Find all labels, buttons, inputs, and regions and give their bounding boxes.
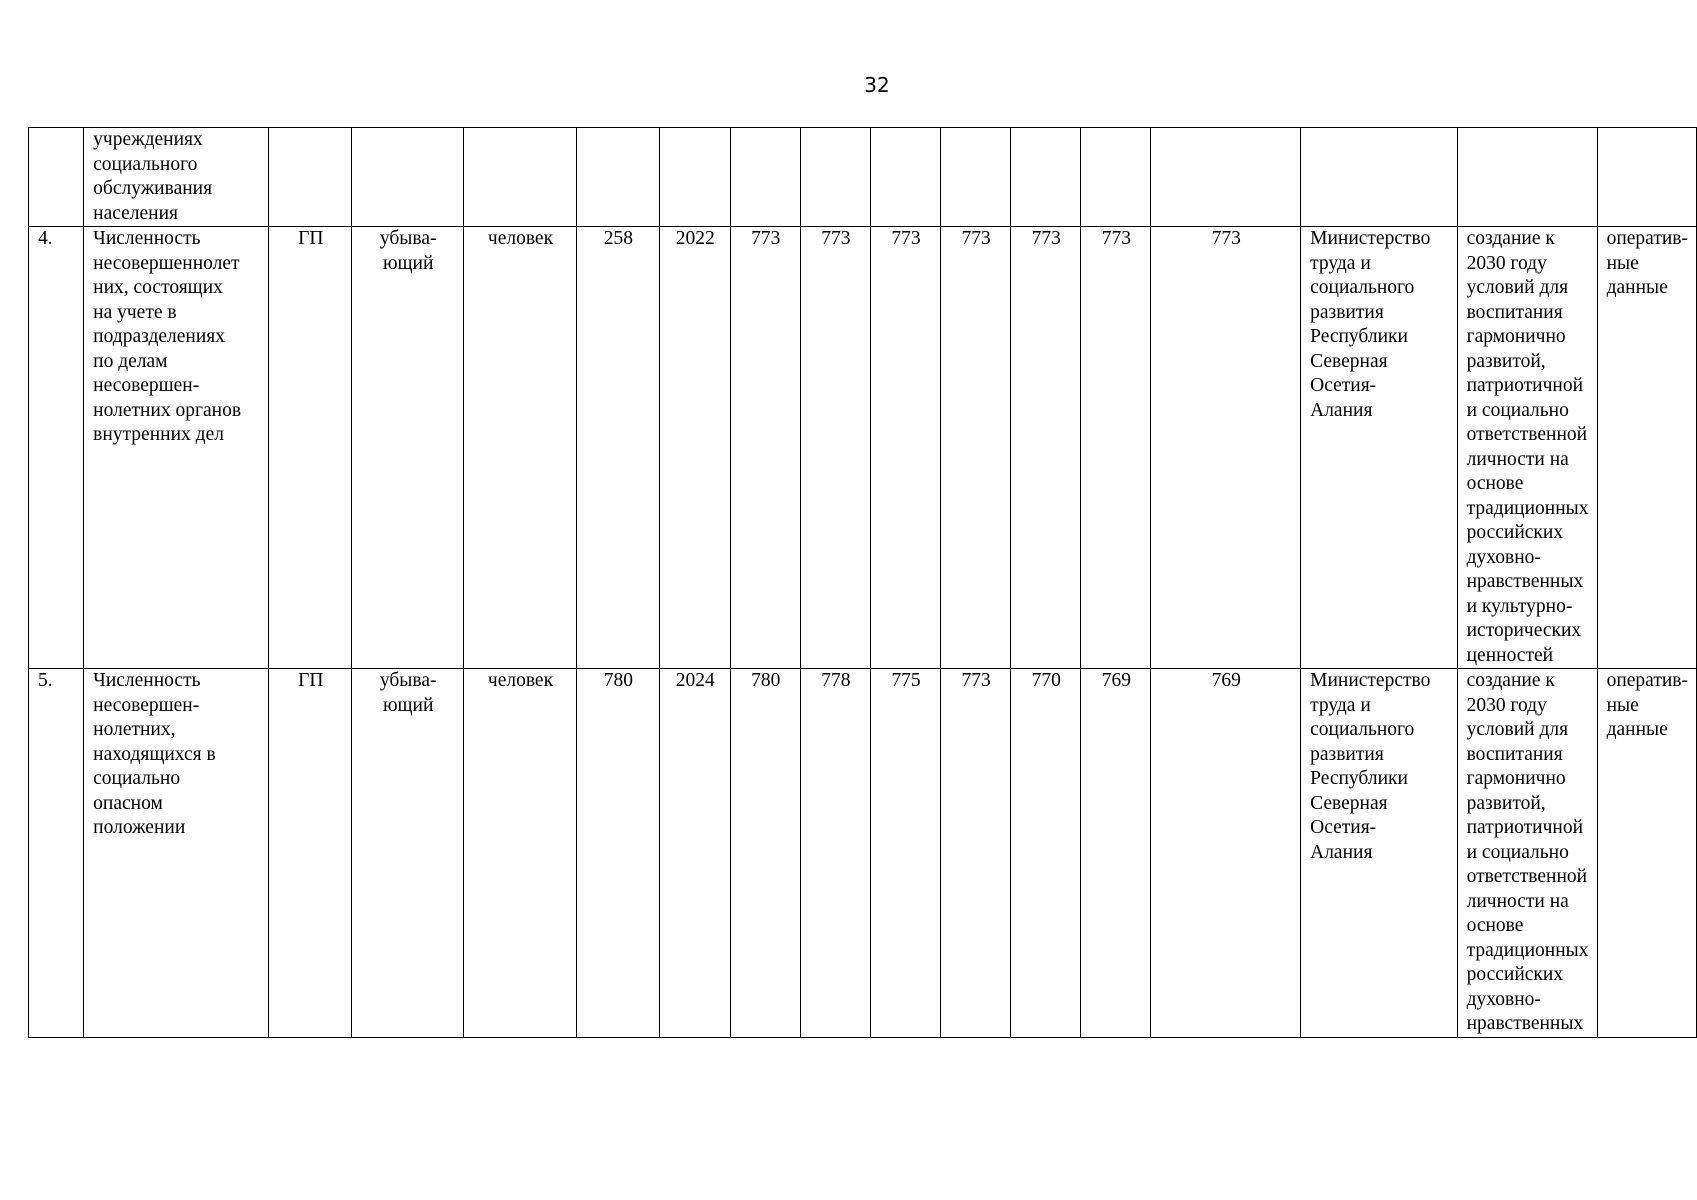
cell-value: 773 — [870, 227, 940, 669]
cell-responsible — [1301, 128, 1458, 227]
cell-value: 769 — [1151, 669, 1301, 1038]
table-row — [29, 669, 1697, 1038]
cell-level — [269, 128, 352, 227]
cell-unit: человек — [464, 669, 577, 1038]
cell-value: 773 — [941, 669, 1011, 1038]
cell-value: 773 — [1151, 227, 1301, 669]
cell-trend — [352, 128, 464, 227]
cell-unit — [464, 128, 577, 227]
indicators-table — [28, 127, 1697, 1038]
cell-trend: убыва- ющий — [352, 669, 464, 1038]
cell-value — [1011, 128, 1081, 227]
cell-value — [800, 128, 870, 227]
cell-indicator-name: Численность несовершеннолет них, состоящих на учете в подразделениях по делам несовершен- нолетних органов внутренних дел — [84, 227, 269, 669]
cell-value — [730, 128, 800, 227]
cell-base-value: 258 — [576, 227, 659, 669]
cell-base-year: 2024 — [659, 669, 730, 1038]
cell-value: 769 — [1081, 669, 1151, 1038]
cell-trend: убыва- ющий — [352, 227, 464, 669]
cell-num: 5. — [29, 669, 84, 1038]
cell-value: 773 — [730, 227, 800, 669]
cell-base-value: 780 — [576, 669, 659, 1038]
cell-value: 773 — [800, 227, 870, 669]
cell-value: 773 — [1011, 227, 1081, 669]
cell-value: 775 — [870, 669, 940, 1038]
cell-goal: создание к 2030 году условий для воспитания гармонично развитой, патриотичной и социально ответственной личности на основе традиционных российских духовно- нравственных — [1457, 669, 1597, 1038]
table-row-continuation — [29, 128, 1697, 227]
page-number: 32 — [864, 73, 890, 97]
cell-level: ГП — [269, 227, 352, 669]
cell-level: ГП — [269, 669, 352, 1038]
cell-value: 780 — [730, 669, 800, 1038]
cell-source — [1597, 128, 1696, 227]
cell-goal — [1457, 128, 1597, 227]
cell-goal: создание к 2030 году условий для воспитания гармонично развитой, патриотичной и социально ответственной личности на основе традиционных российских духовно- нравственных и культурно- исторических ценностей — [1457, 227, 1597, 669]
cell-unit: человек — [464, 227, 577, 669]
table-row — [29, 227, 1697, 669]
cell-indicator-name: учреждениях социального обслуживания населения — [84, 128, 269, 227]
cell-value: 773 — [941, 227, 1011, 669]
cell-value — [870, 128, 940, 227]
cell-responsible: Министерство труда и социального развития Республики Северная Осетия- Алания — [1301, 669, 1458, 1038]
cell-value — [1081, 128, 1151, 227]
cell-value: 770 — [1011, 669, 1081, 1038]
cell-base-year — [659, 128, 730, 227]
cell-source: оператив- ные данные — [1597, 669, 1696, 1038]
cell-indicator-name: Численность несовершен- нолетних, находящихся в социально опасном положении — [84, 669, 269, 1038]
cell-num: 4. — [29, 227, 84, 669]
cell-value: 773 — [1081, 227, 1151, 669]
cell-num — [29, 128, 84, 227]
cell-base-year: 2022 — [659, 227, 730, 669]
cell-responsible: Министерство труда и социального развития Республики Северная Осетия- Алания — [1301, 227, 1458, 669]
cell-value: 778 — [800, 669, 870, 1038]
cell-source: оператив- ные данные — [1597, 227, 1696, 669]
cell-value — [1151, 128, 1301, 227]
cell-base-value — [576, 128, 659, 227]
cell-value — [941, 128, 1011, 227]
